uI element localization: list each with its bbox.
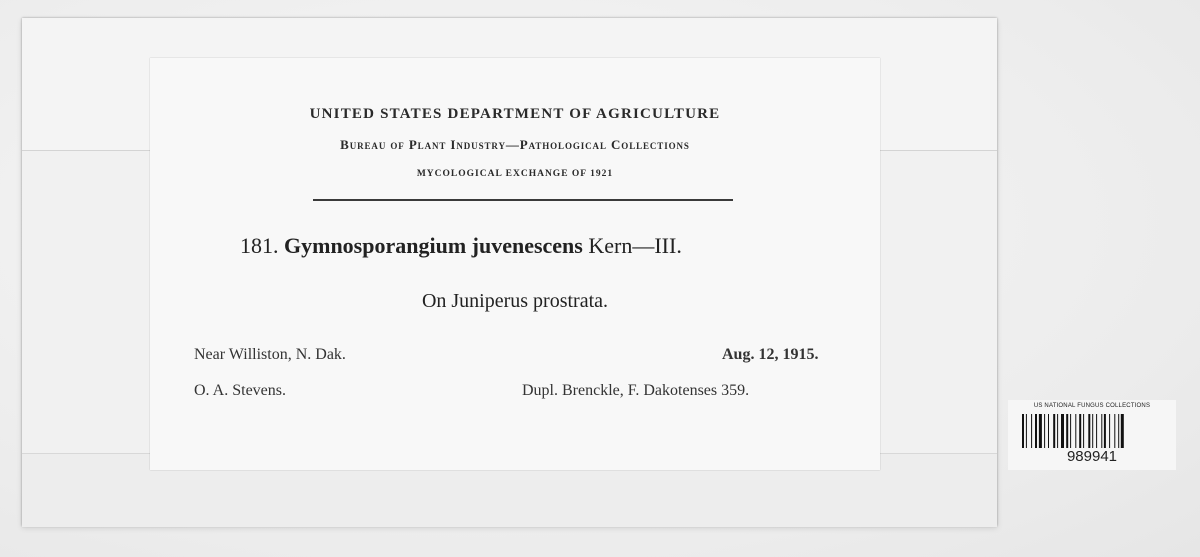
species-name: Gymnosporangium juvenescens — [284, 233, 583, 258]
duplicate-reference: Dupl. Brenckle, F. Dakotenses 359. — [522, 382, 750, 399]
specimen-packet — [22, 18, 997, 526]
barcode-number: 989941 — [1066, 448, 1118, 465]
host-plant: On Juniperus prostrata. — [421, 290, 609, 312]
barcode-title: US NATIONAL FUNGUS COLLECTIONS — [1033, 403, 1151, 409]
barcode-label — [1008, 400, 1176, 470]
label-header-bureau: Bureau of Plant Industry—Pathological Collections — [340, 137, 690, 152]
collection-locality: Near Williston, N. Dak. — [194, 346, 346, 363]
specimen-label — [150, 58, 880, 470]
label-header-exchange: MYCOLOGICAL EXCHANGE OF 1921 — [416, 169, 614, 179]
header-divider — [313, 199, 733, 201]
collection-date: Aug. 12, 1915. — [722, 346, 819, 363]
species-authority: Kern—III. — [588, 233, 682, 258]
label-header-department: UNITED STATES DEPARTMENT OF AGRICULTURE — [309, 106, 721, 122]
barcode-icon — [1022, 414, 1164, 448]
specimen-number: 181. — [240, 233, 279, 258]
collector-name: O. A. Stevens. — [194, 382, 286, 399]
species-line — [240, 233, 682, 259]
